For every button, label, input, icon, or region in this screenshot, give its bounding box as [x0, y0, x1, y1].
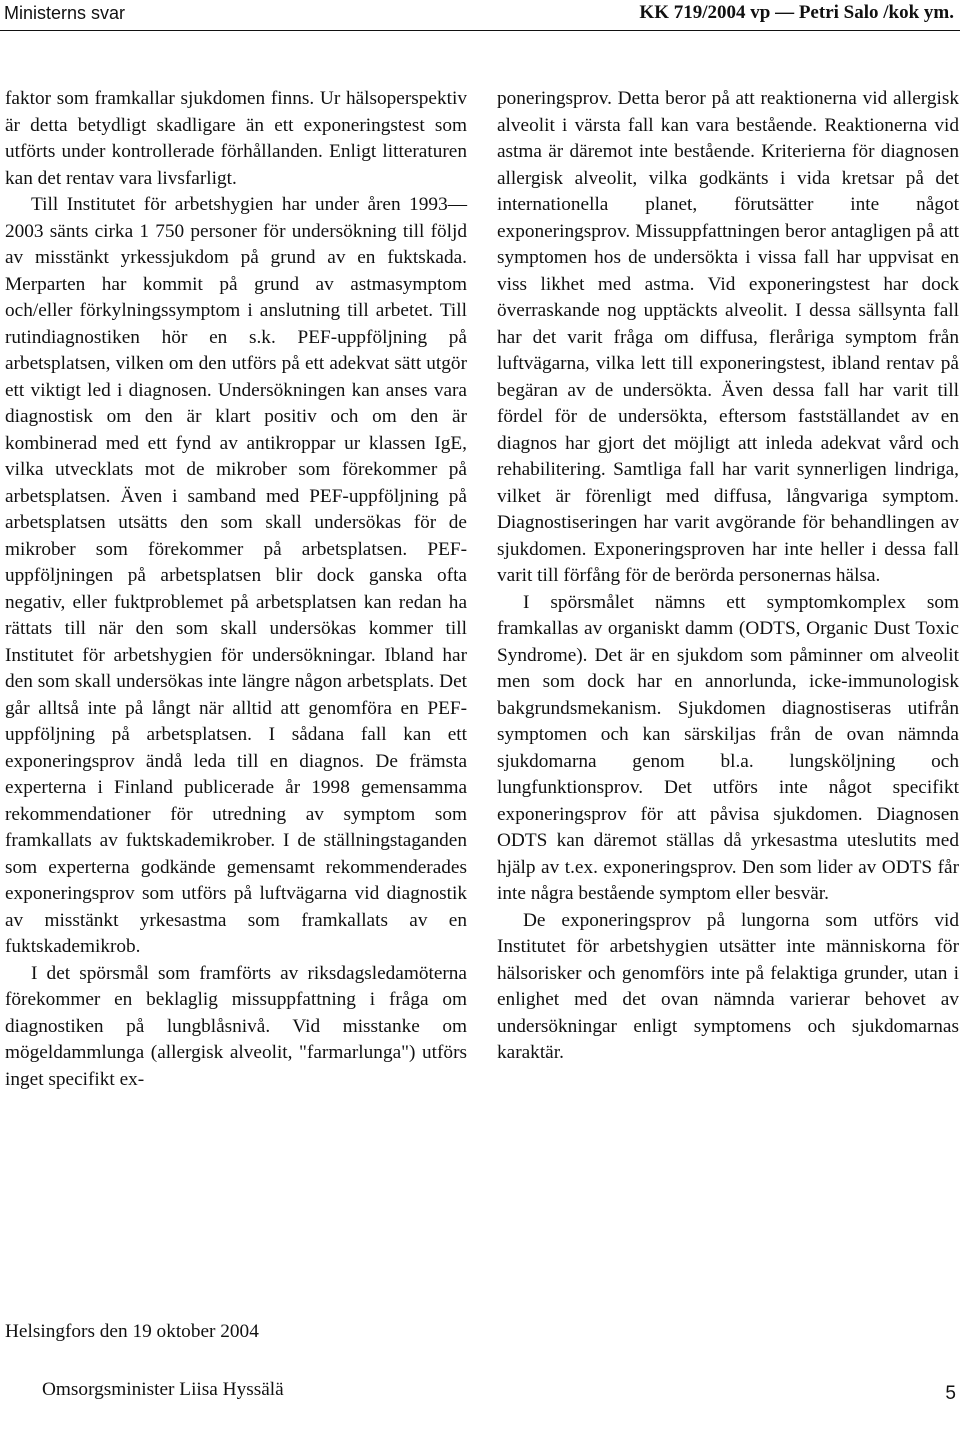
paragraph: De exponeringsprov på lungorna som utförs vid Institutet för arbetshygien utsätter inte människorna för hälsorisker och genomförs inte på felaktiga grunder, utan i enlighet med det ovan nämnda varierar behovet av undersökningar enligt symptomens och sjukdomarnas karaktär.	[497, 909, 959, 1063]
page-header	[0, 0, 960, 30]
right-text-column	[497, 86, 959, 1067]
signature-line: Omsorgsminister Liisa Hyssälä	[42, 1379, 284, 1400]
left-text-column	[5, 86, 467, 1093]
paragraph: faktor som framkallar sjukdomen finns. Ur hälsoperspektiv är detta betydligt skadligare än ett exponeringstest som utförts under kontrollerade förhållanden. Enligt litteraturen kan det rentav vara livsfarligt.	[5, 88, 467, 189]
paragraph: Till Institutet för arbetshygien har under åren 1993—2003 sänts cirka 1 750 personer för undersökning till följd av misstänkt yrkessjukdom på grund av en fuktskada. Merparten har kommit på grund av astmasymptom och/eller förkylningssymptom i anslutning till arbetet. Till rutindiagnostiken hör en s.k. PEF-uppföljning på arbetsplatsen, vilken om den utförs på ett adekvat sätt utgör ett viktigt led i diagnosen. Undersökningen kan anses vara diagnostisk om den är klart positiv och om den är kombinerad med ett fynd av antikroppar ur klassen IgE, vilka utvecklats mot de mikrober som förekommer på arbetsplatsen. Även i samband med PEF-uppföljning på arbetsplatsen utsätts den som skall undersökas för de mikrober som förekommer på arbetsplatsen. PEF-uppföljningen på arbetsplatsen blir dock ganska ofta negativ, eller fuktproblemet på arbetsplatsen kan redan ha rättats till när den som skall undersökas kommer till Institutet för arbetshygien för undersökningar. Ibland har den som skall undersökas inte längre någon arbetsplats. Det går alltså inte på långt när alltid att genomföra en PEF-uppföljning på arbetsplatsen. I sådana fall kan ett exponeringsprov ändå leda till en diagnos. De främsta experterna i Finland publicerade år 1998 gemensamma rekommendationer för utredning av symptom som framkallats av fuktskademikrober. I de ställningstaganden som experterna godkände gemensamt rekommenderades exponeringsprov som utförs på luftvägarna vid diagnostik av misstänkt yrkesastma som framkallats av en fuktskademikrob.	[5, 194, 467, 957]
place-and-date: Helsingfors den 19 oktober 2004	[5, 1321, 259, 1342]
page-number: 5	[945, 1383, 956, 1404]
header-rule	[0, 30, 960, 31]
paragraph: I det spörsmål som framförts av riksdagsledamöterna förekommer en beklaglig missuppfattning i fråga om diagnostiken på lungblåsnivå. Vid misstanke om mögeldammlunga (allergisk alveolit, "farmarlunga") utförs inget specifikt ex-	[5, 962, 467, 1090]
header-document-reference: KK 719/2004 vp — Petri Salo /kok ym.	[639, 2, 954, 23]
header-section-label: Ministerns svar	[4, 3, 126, 23]
paragraph: I spörsmålet nämns ett symptomkomplex som framkallas av organiskt damm (ODTS, Organic Dust Toxic Syndrome). Det är en sjukdom som påminner om alveolit men som dock har en annorlunda, icke-immunologisk bakgrundsmekanism. Sjukdomen diagnostiseras utifrån symptomen och kan särskiljas från de ovan nämnda sjukdomarna genom bl.a. lungsköljning och lungfunktionsprov. Det utförs inte något specifikt exponeringsprov för att påvisa sjukdomen. Diagnosen ODTS kan däremot ställas då yrkesastma uteslutits med hjälp av t.ex. exponeringsprov. Den som lider av ODTS får inte några bestående symptom eller besvär.	[497, 591, 959, 904]
paragraph: poneringsprov. Detta beror på att reaktionerna vid allergisk alveolit i värsta fall kan vara bestående. Reaktionerna vid astma är däremot inte bestående. Kriterierna för diagnosen allergisk alveolit, vilka godkänts i vida kretsar på det internationella planet, förutsätter inte något exponeringsprov. Missuppfattningen beror antagligen på att symptomen hos de undersökta i vissa fall har uppvisat en viss likhet med astma. Vid exponeringstest har dock överraskande nog upptäckts alveolit. I dessa sällsynta fall har det varit fråga om diffusa, fleråriga symptom från luftvägarna, vilka lett till exponeringstest, ibland rentav på begäran av de undersökta. Även dessa fall har varit till fördel för de undersökta, eftersom fastställandet av en diagnos har gjort det möjligt att inleda adekvat vård och rehabilitering. Samtliga fall har varit synnerligen lindriga, vilket är förenligt med diffusa, långvariga symptom. Diagnostiseringen har varit avgörande för behandlingen av sjukdomen. Exponeringsproven har inte heller i dessa fall varit till förfång för de berörda personernas hälsa.	[497, 88, 959, 586]
